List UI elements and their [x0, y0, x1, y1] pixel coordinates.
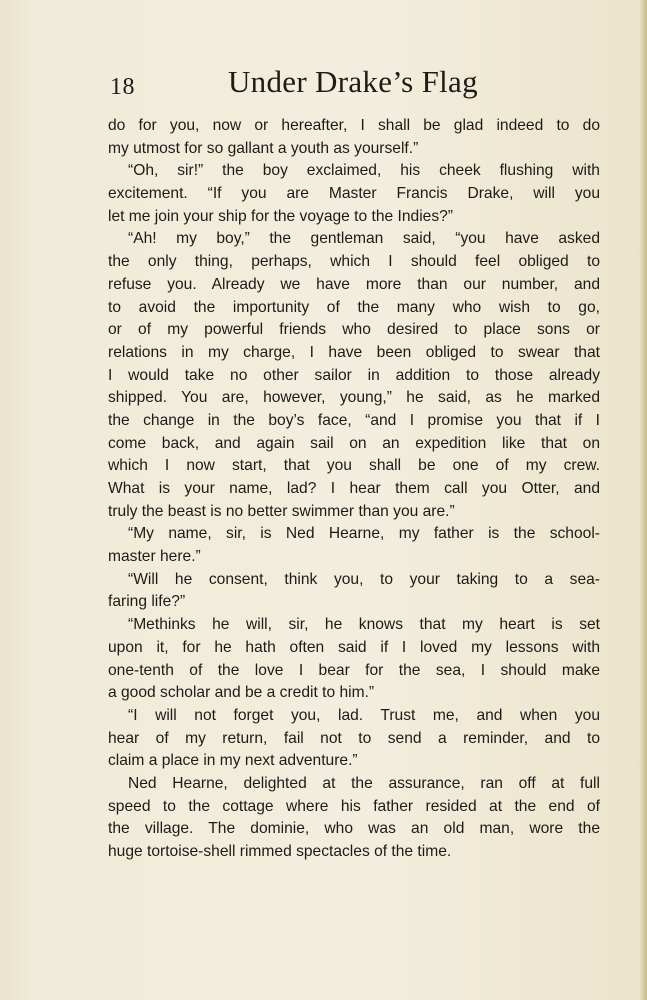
- text-line: or of my powerful friends who desired to place sons or: [108, 321, 600, 339]
- text-line: relations in my charge, I have been obliged to swear that: [108, 343, 600, 361]
- text-line: come back, and again sail on an expedition like that on: [108, 434, 600, 452]
- text-line: shipped. You are, however, young,” he said, as he marked: [108, 389, 600, 407]
- text-line: faring life?”: [108, 593, 186, 611]
- text-line: master here.”: [108, 548, 201, 566]
- text-line: claim a place in my next adventure.”: [108, 752, 358, 770]
- text-line: refuse you. Already we have more than our number, and: [108, 275, 600, 293]
- text-line: the change in the boy’s face, “and I promise you that if I: [108, 411, 600, 429]
- text-line: excitement. “If you are Master Francis Drake, will you: [108, 185, 600, 203]
- body-text: [108, 115, 600, 864]
- text-line: truly the beast is no better swimmer than you are.”: [108, 502, 455, 520]
- text-line: a good scholar and be a credit to him.”: [108, 684, 375, 702]
- text-line: the village. The dominie, who was an old man, wore the: [108, 820, 600, 838]
- text-line: huge tortoise-shell rimmed spectacles of the time.: [108, 843, 452, 860]
- text-line: the only thing, perhaps, which I should feel obliged to: [108, 253, 600, 271]
- text-line: one-tenth of the love I bear for the sea, I should make: [108, 661, 600, 679]
- text-line: speed to the cottage where his father resided at the end of: [108, 797, 600, 815]
- text-line: let me join your ship for the voyage to the Indies?”: [108, 207, 453, 225]
- text-line: my utmost for so gallant a youth as yourself.”: [108, 139, 419, 157]
- text-line: do for you, now or hereafter, I shall be glad indeed to do: [108, 117, 600, 134]
- text-line: hear of my return, fail not to send a reminder, and to: [108, 729, 600, 747]
- text-line: “Methinks he will, sir, he knows that my heart is set: [128, 616, 600, 634]
- text-line: “Will he consent, think you, to your taking to a sea-: [128, 570, 600, 588]
- text-line: “My name, sir, is Ned Hearne, my father is the school-: [128, 525, 600, 543]
- text-line: to avoid the importunity of the many who wish to go,: [108, 298, 600, 316]
- text-line: which I now start, that you shall be one of my crew.: [108, 457, 600, 475]
- page-edge-shadow: [639, 0, 647, 1000]
- page-header: [108, 62, 603, 106]
- text-line: “Oh, sir!” the boy exclaimed, his cheek flushing with: [128, 162, 600, 180]
- text-line: “Ah! my boy,” the gentleman said, “you have asked: [128, 230, 600, 248]
- text-line: What is your name, lad? I hear them call you Otter, and: [108, 480, 600, 497]
- text-line: I would take no other sailor in addition to those already: [108, 366, 600, 384]
- text-line: upon it, for he hath often said if I loved my lessons with: [108, 638, 600, 656]
- page-number: 18: [110, 74, 135, 100]
- text-line: “I will not forget you, lad. Trust me, and when you: [128, 706, 600, 724]
- text-line: Ned Hearne, delighted at the assurance, ran off at full: [128, 774, 600, 792]
- running-title: Under Drake’s Flag: [228, 64, 478, 99]
